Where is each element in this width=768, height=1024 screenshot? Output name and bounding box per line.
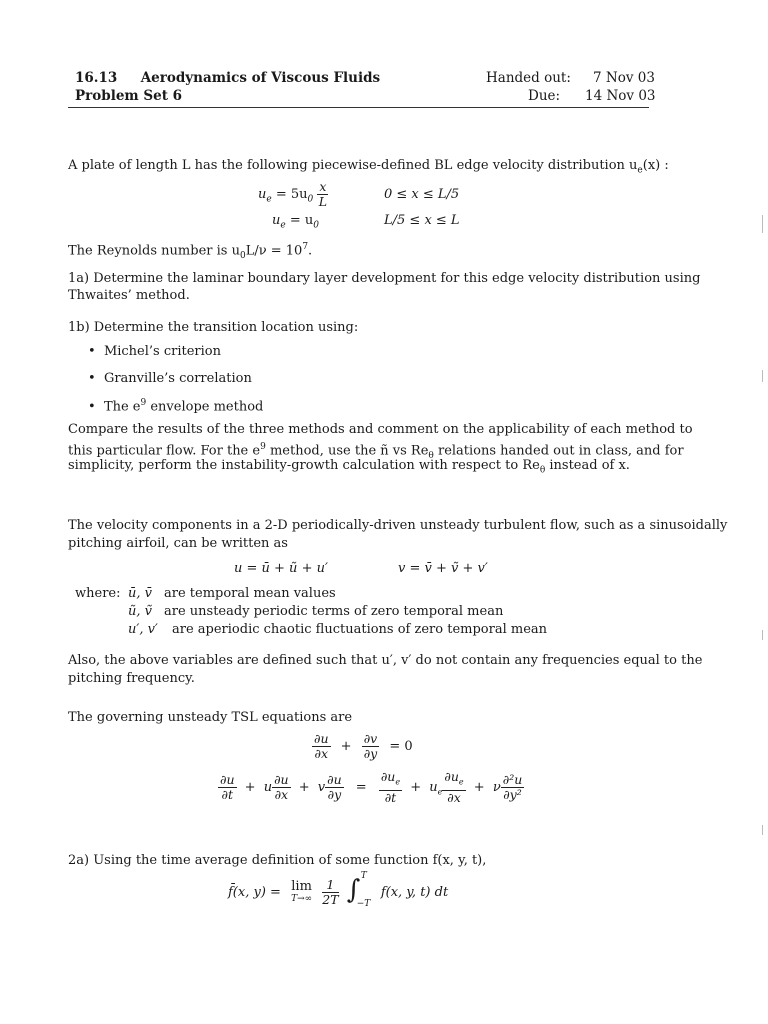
also-line1: Also, the above variables are defined such that u′, v′ do not contain any frequencies equal to the bbox=[68, 653, 703, 668]
bullet-item: • Michel’s criterion bbox=[88, 344, 221, 359]
part-1a-line1: 1a) Determine the laminar boundary layer development for this edge velocity distribution using bbox=[68, 271, 701, 286]
bullet-e9-post: envelope method bbox=[146, 399, 264, 415]
governing-text: The governing unsteady TSL equations are bbox=[68, 710, 353, 725]
compare-line1: Compare the results of the three methods and comment on the applicability of each method to bbox=[68, 422, 693, 437]
scan-mark bbox=[762, 825, 763, 835]
mom-t6-num: ∂²u bbox=[502, 771, 523, 787]
due-date: 14 Nov 03 bbox=[585, 88, 656, 104]
mom-t5-num bbox=[442, 770, 465, 791]
avg-limit bbox=[291, 880, 312, 905]
mom-t4-den: ∂t bbox=[384, 789, 397, 805]
avg-lim: lim bbox=[291, 878, 312, 894]
scan-mark bbox=[762, 630, 763, 640]
mom-t5-num-text: ∂u bbox=[444, 769, 459, 784]
mom-t3-num: ∂u bbox=[327, 771, 342, 787]
compare-line3-b: instead of x. bbox=[545, 458, 630, 473]
compare-line2-a: this particular flow. For the e bbox=[68, 443, 261, 459]
compare-line2-sub: θ bbox=[428, 450, 434, 461]
mom-term-1 bbox=[218, 773, 237, 802]
part-2a: 2a) Using the time average definition of some function f(x, y, t), bbox=[68, 853, 487, 868]
eq1-frac-den: L bbox=[318, 194, 328, 209]
mom-t5-den: ∂x bbox=[447, 789, 461, 805]
scan-mark bbox=[762, 215, 763, 233]
intro-sub: e bbox=[637, 165, 643, 176]
due-label: Due: bbox=[528, 88, 561, 104]
bullet-e9-sup: 9 bbox=[140, 398, 147, 408]
mom-t4-num bbox=[379, 770, 402, 791]
compare-line3-sub: θ bbox=[539, 465, 546, 476]
eq2-rhs-sub: 0 bbox=[313, 220, 319, 231]
mom-t3-den: ∂y bbox=[327, 786, 342, 802]
avg-lower: −T bbox=[356, 899, 371, 909]
bullet-michel: Michel’s criterion bbox=[103, 344, 221, 359]
eq1-range: 0 ≤ x ≤ L/5 bbox=[384, 187, 460, 202]
problem2-intro-line2: pitching airfoil, can be written as bbox=[68, 536, 288, 551]
problem2-intro-line1: The velocity components in a 2-D periodically-driven unsteady turbulent flow, such as a sinusoidally bbox=[68, 518, 728, 533]
def-sym: ū, v̄ bbox=[128, 586, 152, 601]
mom-u-coef: u bbox=[263, 779, 273, 795]
bullet-e9-pre: The e bbox=[103, 399, 141, 415]
part-1b: 1b) Determine the transition location using: bbox=[68, 320, 359, 335]
u-decomposition-eq: u = ū + ũ + u′ bbox=[234, 561, 328, 576]
compare-line2-sup: 9 bbox=[260, 442, 266, 452]
reynolds-sub: 0 bbox=[239, 250, 246, 261]
cont-b-den: ∂y bbox=[363, 746, 378, 761]
mom-ue-sub: e bbox=[437, 787, 443, 797]
cont-a-den: ∂x bbox=[314, 746, 329, 761]
cont-rhs: = 0 bbox=[389, 739, 413, 754]
mom-term-4 bbox=[379, 770, 402, 805]
v-decomposition-eq: v = v̄ + ṽ + v′ bbox=[398, 561, 488, 576]
momentum-eq bbox=[218, 770, 524, 805]
mom-nu: ν bbox=[492, 779, 501, 795]
def-sym: ũ, ṽ bbox=[128, 604, 152, 619]
handed-out-label: Handed out: bbox=[486, 70, 571, 86]
time-average-eq bbox=[228, 871, 449, 909]
reynolds-number bbox=[68, 239, 312, 265]
reynolds-text: The Reynolds number is u bbox=[68, 243, 240, 259]
course-title: Aerodynamics of Viscous Fluids bbox=[140, 70, 381, 86]
eq2-lhs: u bbox=[272, 213, 281, 228]
cont-b-num: ∂v bbox=[363, 731, 378, 746]
avg-integral bbox=[346, 871, 373, 909]
mom-t2-num: ∂u bbox=[274, 771, 289, 787]
mom-t5-num-sub: e bbox=[458, 777, 464, 787]
avg-lhs: f̄(x, y) = bbox=[228, 884, 281, 900]
mom-plus1: + bbox=[244, 779, 256, 795]
problem1-intro bbox=[68, 157, 669, 180]
eq1-lhs: u bbox=[258, 187, 267, 202]
edge-velocity-eq2 bbox=[272, 213, 319, 231]
bullet-granville: Granville’s correlation bbox=[103, 371, 252, 386]
def-desc: are temporal mean values bbox=[164, 586, 336, 601]
cont-term-a bbox=[312, 732, 331, 761]
mom-equals: = bbox=[355, 779, 367, 795]
continuity-eq bbox=[312, 732, 413, 761]
avg-integral-sign: ∫ bbox=[346, 875, 361, 905]
intro-text: A plate of length L has the following piecewise-defined BL edge velocity distribution u bbox=[68, 158, 638, 173]
mom-plus3: + bbox=[410, 779, 422, 795]
eq2-rhs: = u bbox=[285, 213, 314, 228]
mom-plus2: + bbox=[298, 779, 310, 795]
eq1-u0-sub: 0 bbox=[307, 194, 314, 205]
cont-term-b bbox=[362, 732, 380, 761]
header-divider bbox=[68, 107, 649, 108]
mom-t1-den: ∂t bbox=[221, 786, 233, 802]
def-desc: are aperiodic chaotic fluctuations of zero temporal mean bbox=[172, 622, 548, 637]
avg-upper: T bbox=[360, 871, 367, 881]
def-desc: are unsteady periodic terms of zero temporal mean bbox=[164, 604, 504, 619]
mom-term-5 bbox=[442, 770, 465, 805]
mom-v-coef: v bbox=[317, 779, 326, 795]
avg-integrand: f(x, y, t) dt bbox=[380, 884, 449, 900]
eq1-fraction bbox=[317, 180, 328, 209]
mom-t4-num-sub: e bbox=[395, 777, 401, 787]
mom-plus4: + bbox=[473, 779, 485, 795]
reynolds-sup: 7 bbox=[302, 242, 309, 252]
scan-mark bbox=[762, 370, 763, 382]
course-header bbox=[75, 70, 380, 87]
def-sym: u′, v′ bbox=[128, 622, 158, 637]
mom-t2-den: ∂x bbox=[274, 786, 289, 802]
mom-t4-num-text: ∂u bbox=[380, 769, 396, 784]
eq1-frac-num: x bbox=[319, 179, 327, 194]
edge-velocity-eq1 bbox=[258, 180, 328, 209]
part-1a-line2: Thwaites’ method. bbox=[68, 288, 190, 303]
mom-term-2 bbox=[272, 773, 291, 802]
compare-line2-b: method, use the ñ vs Re bbox=[265, 443, 429, 459]
where-label: where: bbox=[75, 586, 121, 601]
eq2-range: L/5 ≤ x ≤ L bbox=[384, 213, 460, 228]
compare-line2-c: relations handed out in class, and for bbox=[433, 443, 684, 459]
also-line2: pitching frequency. bbox=[68, 671, 195, 686]
mom-term-6 bbox=[501, 773, 525, 802]
reynolds-end: . bbox=[308, 243, 313, 259]
cont-a-num: ∂u bbox=[314, 731, 329, 746]
mom-term-3 bbox=[325, 773, 344, 802]
eq1-eq: = 5u bbox=[271, 187, 308, 202]
compare-line3 bbox=[68, 457, 630, 480]
reynolds-mid: L/ν = 10 bbox=[245, 243, 303, 259]
mom-t6-den: ∂y² bbox=[503, 786, 522, 802]
course-number: 16.13 bbox=[75, 70, 118, 86]
eq2-lhs-sub: e bbox=[280, 220, 286, 231]
handed-out-date: 7 Nov 03 bbox=[593, 70, 655, 86]
compare-line3-a: simplicity, perform the instability-growth calculation with respect to Re bbox=[68, 458, 540, 473]
avg-frac-num: 1 bbox=[322, 878, 338, 893]
bullet-item: • Granville’s correlation bbox=[88, 371, 252, 386]
avg-lim-sub: T→∞ bbox=[291, 893, 313, 904]
avg-fraction bbox=[322, 878, 338, 907]
eq1-lhs-sub: e bbox=[266, 194, 272, 205]
problem-set-title: Problem Set 6 bbox=[75, 88, 183, 104]
avg-frac-den: 2T bbox=[322, 891, 339, 907]
bullet-item: • The $e^9$ envelope method bbox=[88, 398, 264, 415]
mom-t1-num: ∂u bbox=[220, 771, 235, 787]
cont-plus: + bbox=[340, 739, 352, 754]
mom-ue-coef: u bbox=[429, 779, 438, 795]
intro-tail: (x) : bbox=[642, 158, 669, 173]
